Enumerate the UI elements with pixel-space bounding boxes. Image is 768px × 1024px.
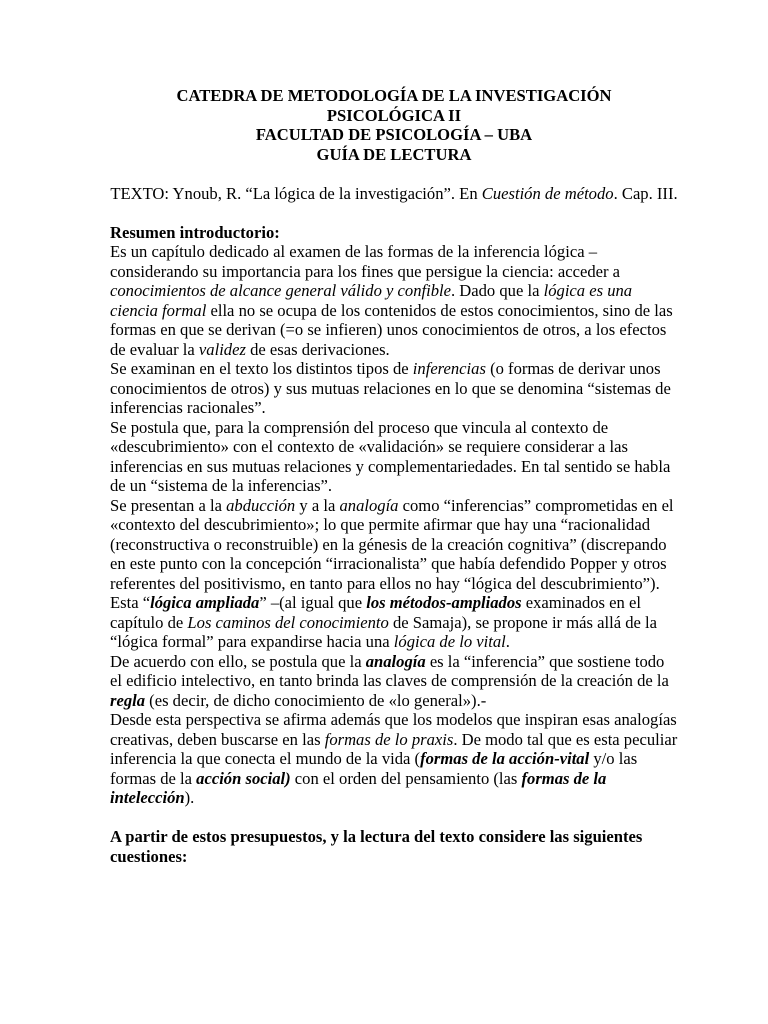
p6-text-e: (es decir, de dicho conocimiento de «lo general»).-	[145, 690, 487, 710]
p4-italic-b: abducción	[226, 495, 296, 515]
document-body	[110, 86, 678, 866]
summary-paragraph-2	[110, 359, 678, 418]
p5-text-c: ” –(al igual que	[259, 593, 367, 612]
p5-text-g: de Samaja), se propone ir más allá de la “lógica formal” para expandirse hacia una	[110, 612, 657, 651]
p7-text-e: y/o las formas de la	[110, 749, 638, 788]
p2-text-a: Se examinan en el texto los distintos tipos de	[110, 359, 413, 378]
header-line-2: PSICOLÓGICA II	[326, 105, 462, 125]
document-header	[110, 86, 678, 164]
p5-bold-italic-b: lógica ampliada	[150, 593, 260, 612]
p7-text-g: con el orden del pensamiento (las	[290, 768, 522, 788]
p7-italic-b: formas de lo praxis	[324, 729, 454, 749]
text-reference-prefix: TEXTO: Ynoub, R. “La lógica de la investigación”. En	[110, 183, 482, 203]
p4-text-c: y a la	[295, 495, 340, 515]
text-reference	[110, 184, 678, 204]
header-line-1: CATEDRA DE METODOLOGÍA DE LA INVESTIGACIÓN	[176, 86, 612, 105]
header-line-4: GUÍA DE LECTURA	[316, 144, 472, 164]
p1-italic-b: conocimientos de alcance general válido y confible	[110, 281, 451, 300]
p1-text-g: de esas derivaciones.	[245, 339, 390, 359]
p6-text-c: es la “inferencia” que sostiene todo el edificio intelectivo, en tanto brinda las claves de comprensión de la creación de la	[110, 651, 669, 690]
p6-bold-italic-d: regla	[110, 690, 146, 710]
p6-text-a: De acuerdo con ello, se postula que la	[110, 651, 366, 671]
p7-bold-italic-f: acción social)	[196, 768, 291, 788]
p7-text-c: . De modo tal que es esta peculiar inferencia la que conecta el mundo de la vida (	[110, 729, 678, 768]
p5-text-i: .	[505, 632, 510, 651]
p7-bold-italic-h: formas de la intelección	[110, 768, 607, 807]
summary-paragraph-3: Se postula que, para la comprensión del proceso que vincula al contexto de «descubrimiento» con el contexto de «validación» se requiere considerar a las inferencias en sus mutuas relaciones y complementariedades. En tal sentido se habla de un “sistema de la inferencias”.	[110, 417, 671, 495]
p5-text-e: examinados en el capítulo de	[110, 593, 641, 632]
p7-text-i: ).	[184, 788, 195, 807]
p2-text-c: (o formas de derivar unos conocimientos de otros) y sus mutuas relaciones en lo que se denomina “sistemas de inferencias racionales”.	[110, 359, 671, 417]
summary-paragraph-5	[110, 593, 678, 652]
p1-text-a: Es un capítulo dedicado al examen de las formas de la inferencia lógica – considerando su importancia para los fines que persigue la ciencia: acceder a	[110, 242, 621, 281]
p1-text-c: . Dado que la	[450, 281, 544, 300]
p6-bold-italic-b: analogía	[365, 651, 426, 671]
p7-text-a: Desde esta perspectiva se afirma además que los modelos que inspiran esas analogías creativas, deben buscarse en las	[110, 710, 677, 749]
closing-instruction: A partir de estos presupuestos, y la lectura del texto considere las siguientes cuestiones:	[110, 827, 643, 866]
summary-paragraph-1	[110, 242, 678, 359]
p5-italic-f: Los caminos del conocimiento	[187, 612, 389, 632]
p5-italic-h: lógica de lo vital	[393, 632, 506, 651]
p1-italic-f: validez	[198, 339, 246, 359]
text-reference-book: Cuestión de método	[481, 183, 614, 203]
p4-text-e: como “inferencias” comprometidas en el «contexto del descubrimiento»; lo que permite afirmar que hay una “racionalidad (reconstructiva o reconstruible) en la génesis de la creación cognitiva” (discrepando en este punto con la concepción “irracionalista” que había defendido Popper y otros referentes del positivismo, en tanto para ellos no hay “lógica del descubrimiento”).	[110, 495, 674, 593]
summary-paragraph-7	[110, 710, 678, 808]
summary-paragraph-6	[110, 652, 678, 711]
p2-italic-b: inferencias	[412, 359, 486, 378]
summary-paragraph-4	[110, 496, 678, 594]
summary-title: Resumen introductorio:	[110, 222, 280, 242]
header-line-3: FACULTAD DE PSICOLOGÍA – UBA	[255, 125, 533, 144]
p1-text-e: ella no se ocupa de los contenidos de estos conocimientos, sino de las formas en que se derivan (=o se infieren) unos conocimientos de otros, a los efectos de evaluar la	[110, 300, 673, 359]
p4-italic-d: analogía	[339, 495, 399, 515]
p1-italic-d: lógica es una ciencia formal	[110, 281, 633, 320]
text-reference-suffix: . Cap. III.	[613, 183, 678, 203]
p5-bold-italic-d: los métodos-ampliados	[366, 593, 522, 612]
p7-bold-italic-d: formas de la acción-vital	[420, 749, 590, 768]
p5-text-a: Esta “	[110, 593, 151, 612]
p4-text-a: Se presentan a la	[110, 495, 227, 515]
